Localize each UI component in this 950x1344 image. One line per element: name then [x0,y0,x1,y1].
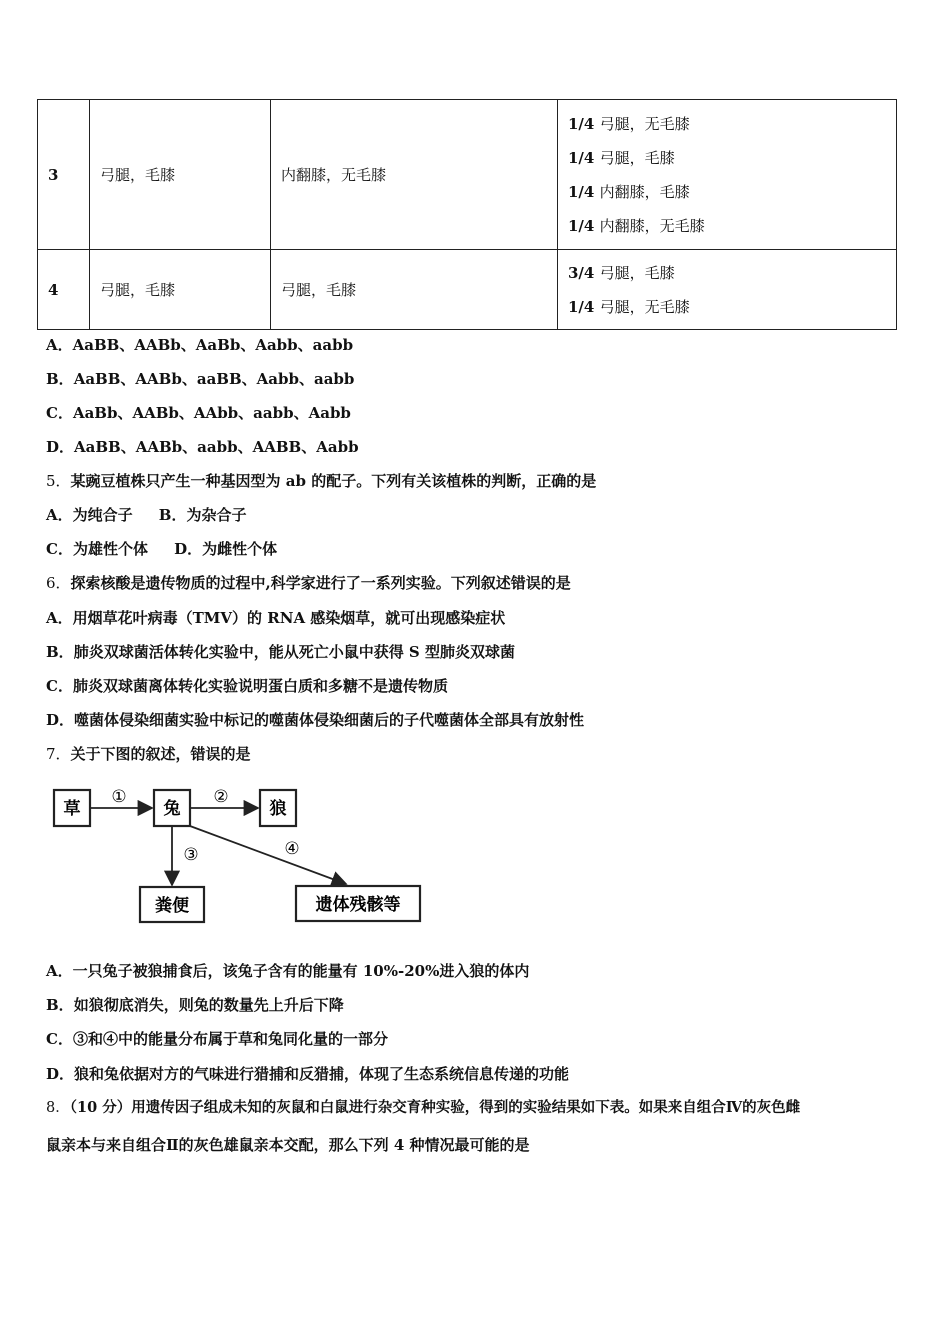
offspring-results [558,250,897,330]
q6-option-c[interactable]: C．肺炎双球菌离体转化实验说明蛋白质和多糖不是遗传物质 [46,677,448,695]
wolf-label: 狼 [269,799,287,819]
parent-phenotype-1: 弓腿，毛膝 [90,100,271,250]
parent-phenotype-2: 弓腿，毛膝 [271,250,558,330]
result-line: 1/4 弓腿，无毛膝 [568,297,690,316]
q7-option-d[interactable]: D．狼和兔依据对方的气味进行猎捕和反猎捕，体现了生态系统信息传递的功能 [46,1065,570,1083]
q4-option-a[interactable]: A．AaBB、AABb、AaBb、Aabb、aabb [46,336,354,354]
q5-option-c[interactable]: C．为雄性个体 [46,540,148,558]
arrow-rabbit-remains [190,826,346,884]
remains-label: 遗体残骸等 [315,895,401,915]
grass-label: 草 [63,799,81,819]
q7-option-c[interactable]: C．③和④中的能量分布属于草和兔同化量的一部分 [46,1030,388,1048]
parent-phenotype-1: 弓腿，毛膝 [90,250,271,330]
result-line: 3/4 弓腿，毛膝 [568,263,675,282]
result-line: 1/4 内翻膝，毛膝 [568,182,690,201]
q7-option-a[interactable]: A．一只兔子被狼捕食后，该兔子含有的能量有 10%-20%进入狼的体内 [46,962,530,980]
table-row [38,100,897,250]
arrow-label-2: ② [213,787,229,807]
rabbit-label: 兔 [163,799,181,819]
parent-phenotype-2: 内翻膝，无毛膝 [271,100,558,250]
table-row [38,250,897,330]
q4-option-c[interactable]: C．AaBb、AABb、AAbb、aabb、Aabb [46,404,351,422]
q5-option-d[interactable]: D．为雌性个体 [174,540,278,558]
arrow-label-4: ④ [284,839,300,859]
q8-stem-line2: 鼠亲本与来自组合Ⅱ的灰色雄鼠亲本交配，那么下列 4 种情况最可能的是 [46,1136,530,1154]
q6-stem: 6．探索核酸是遗传物质的过程中,科学家进行了一系列实验。下列叙述错误的是 [46,574,571,592]
result-line: 1/4 弓腿，无毛膝 [568,114,690,133]
q4-option-d[interactable]: D．AaBB、AABb、aabb、AABB、Aabb [46,438,359,456]
q5-options-ab [46,505,246,525]
row-number: 3 [38,100,90,250]
q5-options-cd [46,539,277,559]
q4-option-b[interactable]: B．AaBB、AABb、aaBB、Aabb、aabb [46,370,355,388]
row-number: 4 [38,250,90,330]
q8-stem-line1: 8．（10 分）用遗传因子组成未知的灰鼠和白鼠进行杂交育种实验，得到的实验结果如下表。如果来自组合Ⅳ的灰色雌 [46,1099,801,1116]
q5-stem: 5．某豌豆植株只产生一种基因型为 ab 的配子。下列有关该植株的判断，正确的是 [46,472,597,490]
result-line: 1/4 内翻膝，无毛膝 [568,216,705,235]
result-line: 1/4 弓腿，毛膝 [568,148,675,167]
q7-stem: 7．关于下图的叙述，错误的是 [46,745,251,763]
q5-option-a[interactable]: A．为纯合子 [46,506,133,524]
q7-option-b[interactable]: B．如狼彻底消失，则兔的数量先上升后下降 [46,996,344,1014]
food-chain-svg [46,780,436,930]
q6-option-a[interactable]: A．用烟草花叶病毒（TMV）的 RNA 感染烟草，就可出现感染症状 [46,609,506,627]
arrow-label-1: ① [111,787,127,807]
q5-option-b[interactable]: B．为杂合子 [158,506,247,524]
feces-label: 粪便 [155,896,189,916]
q6-option-b[interactable]: B．肺炎双球菌活体转化实验中，能从死亡小鼠中获得 S 型肺炎双球菌 [46,643,515,661]
q6-option-d[interactable]: D．噬菌体侵染细菌实验中标记的噬菌体侵染细菌后的子代噬菌体全部具有放射性 [46,711,585,729]
arrow-label-3: ③ [183,845,199,865]
genetics-table [37,99,897,330]
food-chain-diagram [46,780,436,930]
offspring-results [558,100,897,250]
